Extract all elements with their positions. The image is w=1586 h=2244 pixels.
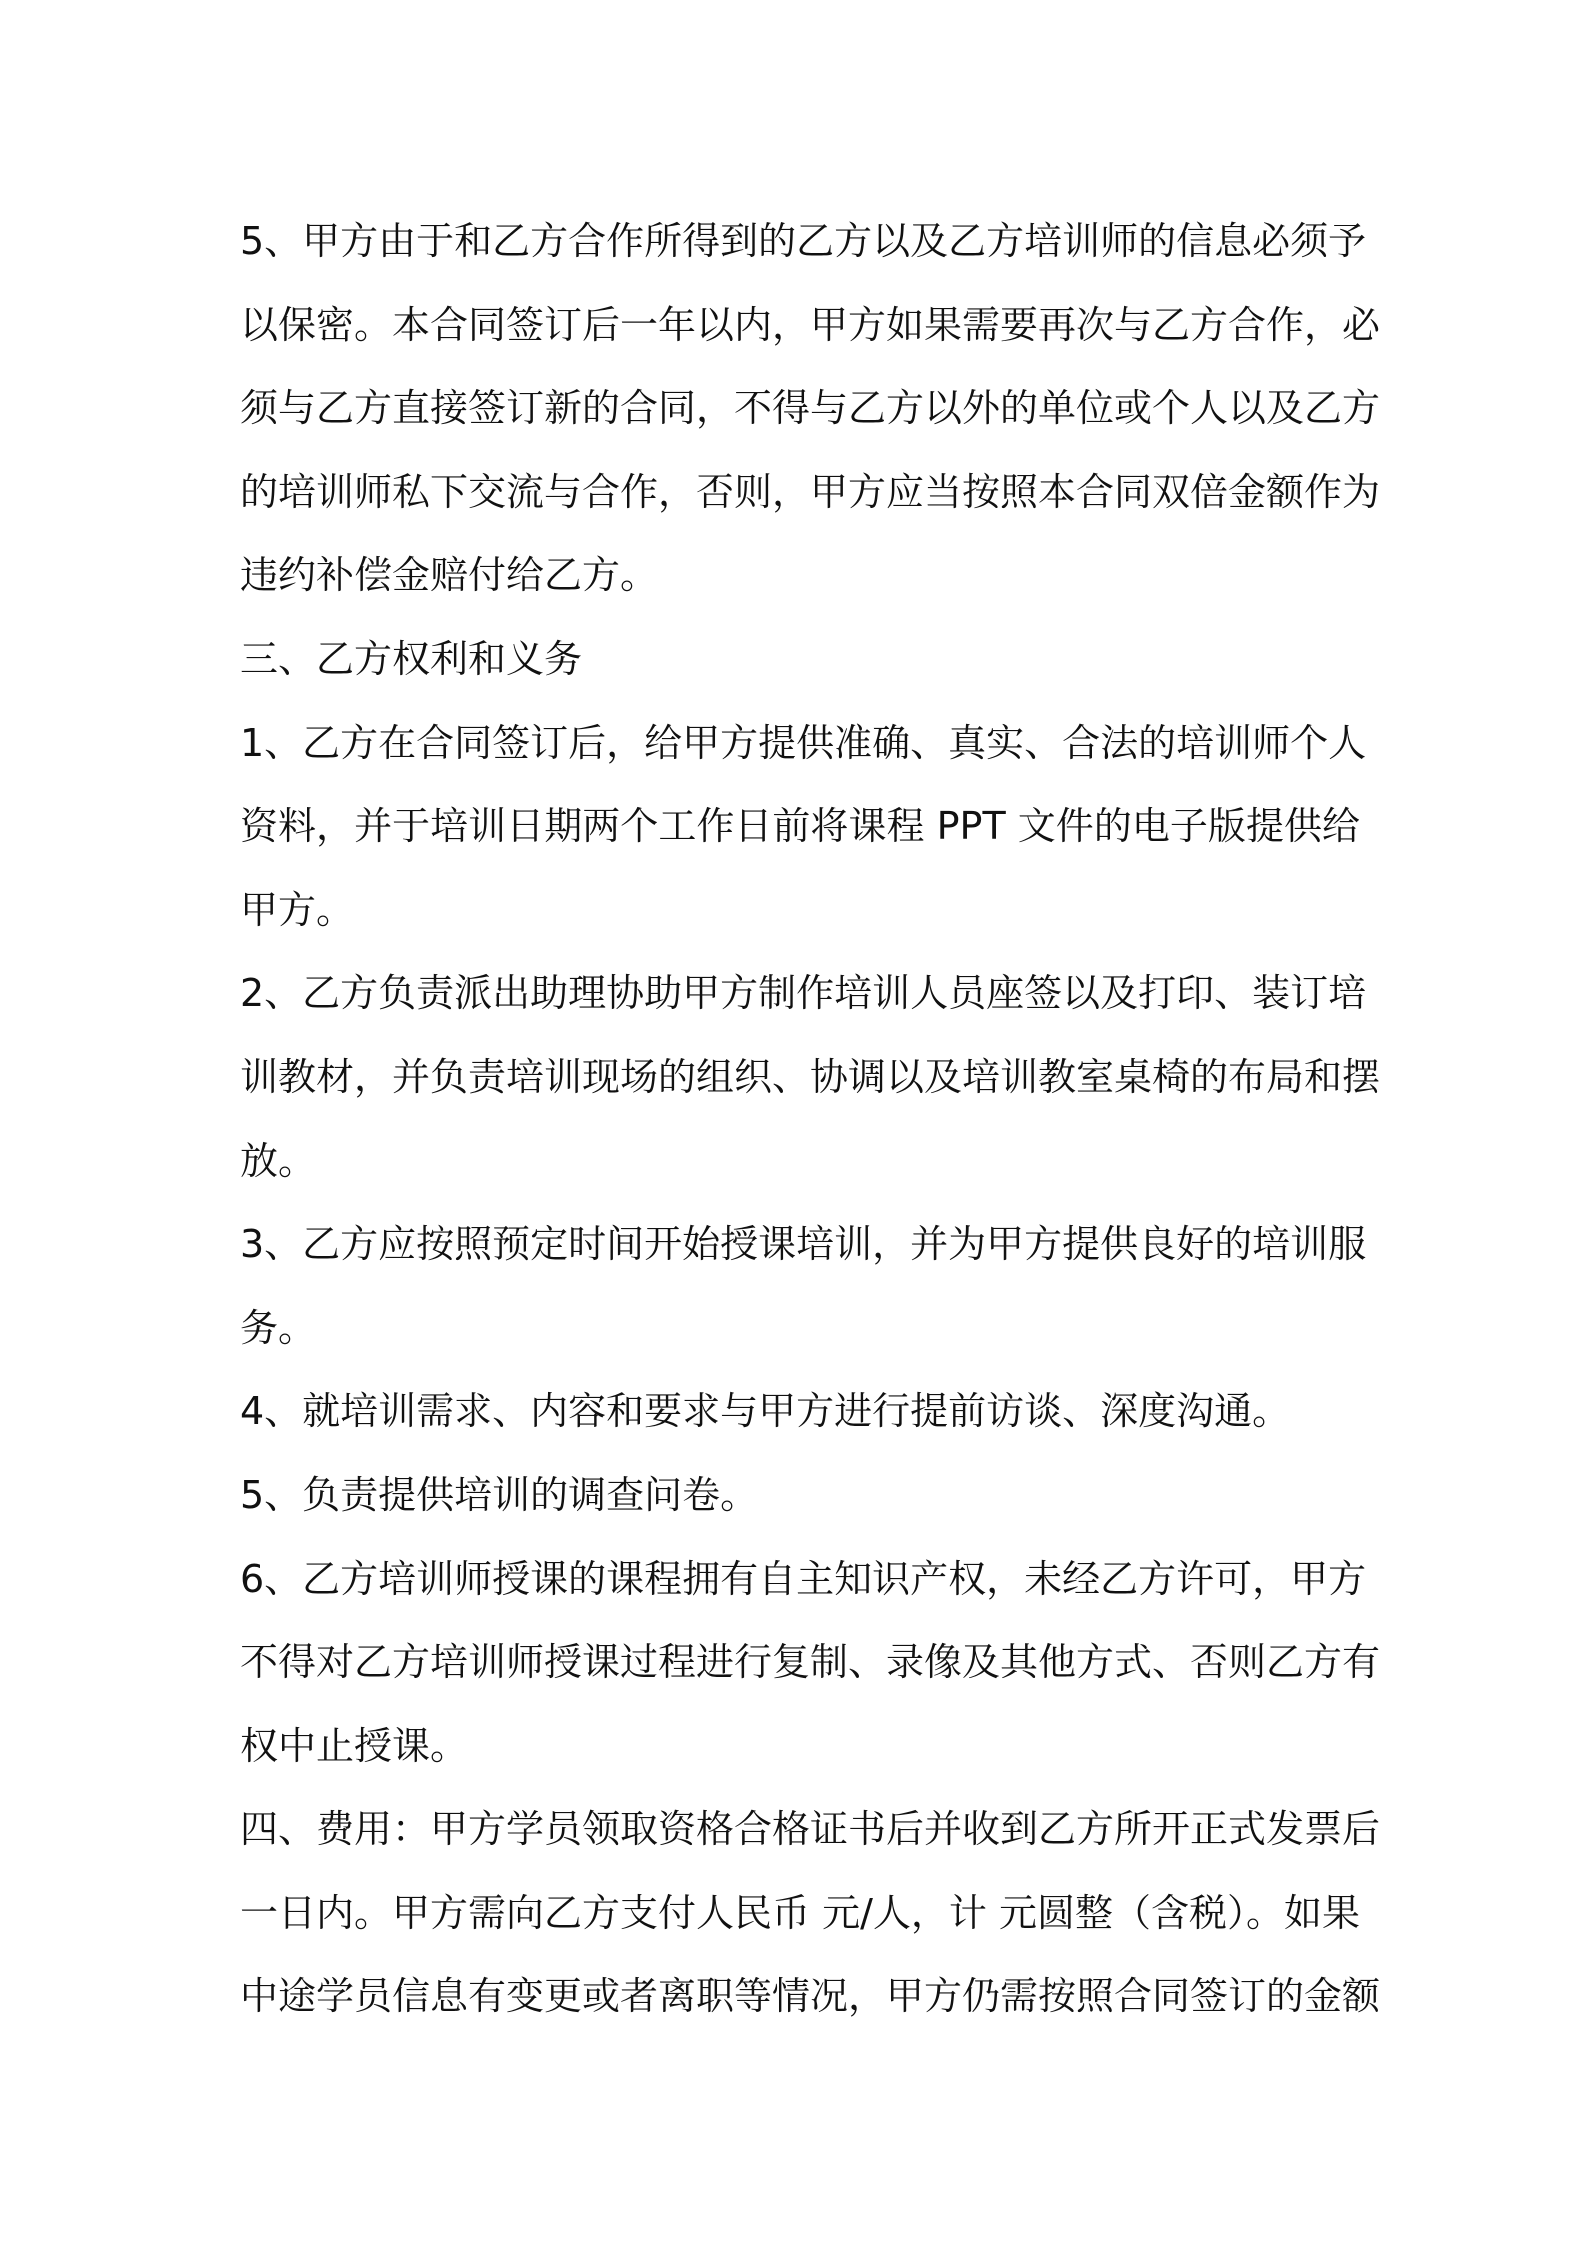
- text-line: 中途学员信息有变更或者离职等情况，甲方仍需按照合同签订的金额: [240, 1974, 1381, 2019]
- text-line: 一日内。甲方需向乙方支付人民币 元/人，计 元圆整（含税）。如果: [240, 1890, 1360, 1935]
- text-line: 违约补偿金赔付给乙方。: [240, 553, 659, 598]
- text-line: 训教材，并负责培训现场的组织、协调以及培训教室桌椅的布局和摆: [240, 1054, 1381, 1099]
- text-line: 6、乙方培训师授课的课程拥有自主知识产权，未经乙方许可，甲方: [240, 1556, 1367, 1601]
- text-line: 资料，并于培训日期两个工作日前将课程 PPT 文件的电子版提供给: [240, 804, 1360, 849]
- text-line: 甲方。: [240, 887, 355, 932]
- text-line: 务。: [240, 1305, 317, 1350]
- text-line: 以保密。本合同签订后一年以内，甲方如果需要再次与乙方合作，必: [240, 302, 1381, 347]
- text-line: 1、乙方在合同签订后，给甲方提供准确、真实、合法的培训师个人: [240, 720, 1367, 765]
- text-line: 2、乙方负责派出助理协助甲方制作培训人员座签以及打印、装订培: [240, 971, 1367, 1016]
- document-body: [240, 200, 1381, 2039]
- text-line: 须与乙方直接签订新的合同，不得与乙方以外的单位或个人以及乙方: [240, 386, 1381, 431]
- text-line: 不得对乙方培训师授课过程进行复制、录像及其他方式、否则乙方有: [240, 1640, 1381, 1685]
- section-heading: 四、费用：甲方学员领取资格合格证书后并收到乙方所开正式发票后: [240, 1807, 1381, 1852]
- text-line: 5、负责提供培训的调查问卷。: [240, 1472, 759, 1517]
- text-line: 的培训师私下交流与合作，否则，甲方应当按照本合同双倍金额作为: [240, 469, 1381, 514]
- text-line: 3、乙方应按照预定时间开始授课培训，并为甲方提供良好的培训服: [240, 1222, 1367, 1267]
- text-line: 4、就培训需求、内容和要求与甲方进行提前访谈、深度沟通。: [240, 1389, 1291, 1434]
- text-line: 放。: [240, 1138, 317, 1183]
- text-line: 5、甲方由于和乙方合作所得到的乙方以及乙方培训师的信息必须予: [240, 219, 1367, 263]
- section-heading: 三、乙方权利和义务: [240, 636, 583, 681]
- text-line: 权中止授课。: [240, 1723, 469, 1768]
